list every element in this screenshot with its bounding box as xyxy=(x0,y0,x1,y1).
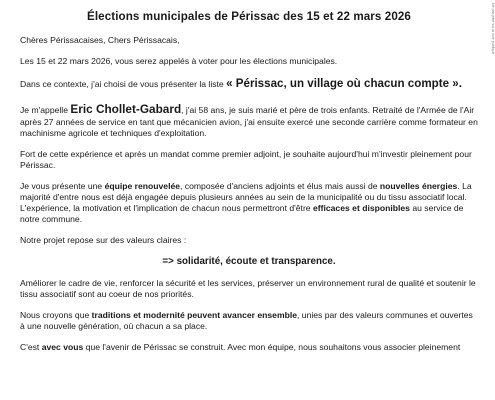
team-text-c: , composée d'anciens adjoints et élus mais aussi de xyxy=(180,180,380,191)
paragraph-traditions xyxy=(20,310,478,332)
team-text-a: Je vous présente une xyxy=(20,180,105,191)
candidate-bio: , j'ai 58 ans, je suis marié et père de trois enfants. Retraité de l'Armée de l'Air après 27 années de service en tant que mécanicien avion, j'ai ensuite exercé une seconde carrière comme formateur en machinisme agricole et techniques d'exploitation. xyxy=(20,104,478,138)
traditions-text-a: Nous croyons que xyxy=(20,310,92,321)
document-page xyxy=(20,10,478,363)
team-text-g: au service de notre commune. xyxy=(20,202,464,224)
paragraph-candidate xyxy=(20,102,478,139)
paragraph-priorities: Améliorer le cadre de vie, renforcer la sécurité et les services, préserver un environnement rural de qualité et soutenir le tissu associatif sont au coeur de nos priorités. xyxy=(20,278,476,300)
candidate-intro: Je m'appelle xyxy=(20,104,71,115)
paragraph-list-intro xyxy=(20,77,478,92)
candidate-name: Eric Chollet-Gabard xyxy=(70,101,182,116)
team-text-e: . La majorité d'entre nous est déjà engagée depuis plusieurs années au sein de la municipalité ou du tissu associatif local. L'expérience, la motivation et l'implication de chacun nous permettront d'être xyxy=(20,180,472,213)
side-legal-note: Ne pas jeter sur la voie publique xyxy=(491,3,495,55)
paragraph-experience: Fort de cette expérience et après un mandat comme premier adjoint, je souhaite aujourd'hui m'investir pleinement pour Périssac. xyxy=(20,148,472,170)
list-name: « Périssac, un village où chacun compte ». xyxy=(226,76,462,90)
values-statement: => solidarité, écoute et transparence. xyxy=(162,255,336,267)
team-renewed: équipe renouvelée xyxy=(104,180,181,191)
future-text-c: que l'avenir de Périssac se construit. Avec mon équipe, nous souhaitons vous associer pleinement xyxy=(83,342,461,353)
future-with-you: avec vous xyxy=(41,342,84,353)
future-text-a: C'est xyxy=(20,342,42,353)
paragraph-future xyxy=(20,342,478,353)
team-efficient: efficaces et disponibles xyxy=(312,202,410,213)
team-new-energies: nouvelles énergies xyxy=(379,180,458,191)
list-intro-text: Dans ce contexte, j'ai choisi de vous présenter la liste xyxy=(20,78,227,89)
paragraph-values-intro: Notre projet repose sur des valeurs claires : xyxy=(20,234,187,245)
traditions-text-c: , unies par des valeurs communes et ouvertes à une nouvelle génération, où chacun a sa place. xyxy=(20,310,473,332)
page-title: Élections municipales de Périssac des 15 et 22 mars 2026 xyxy=(87,10,411,23)
greeting: Chères Périssacaises, Chers Périssacais, xyxy=(20,34,180,45)
traditions-highlight: traditions et modernité peuvent avancer ensemble xyxy=(91,310,298,321)
paragraph-dates: Les 15 et 22 mars 2026, vous serez appelés à voter pour les élections municipales. xyxy=(20,55,338,66)
paragraph-team xyxy=(20,181,478,225)
